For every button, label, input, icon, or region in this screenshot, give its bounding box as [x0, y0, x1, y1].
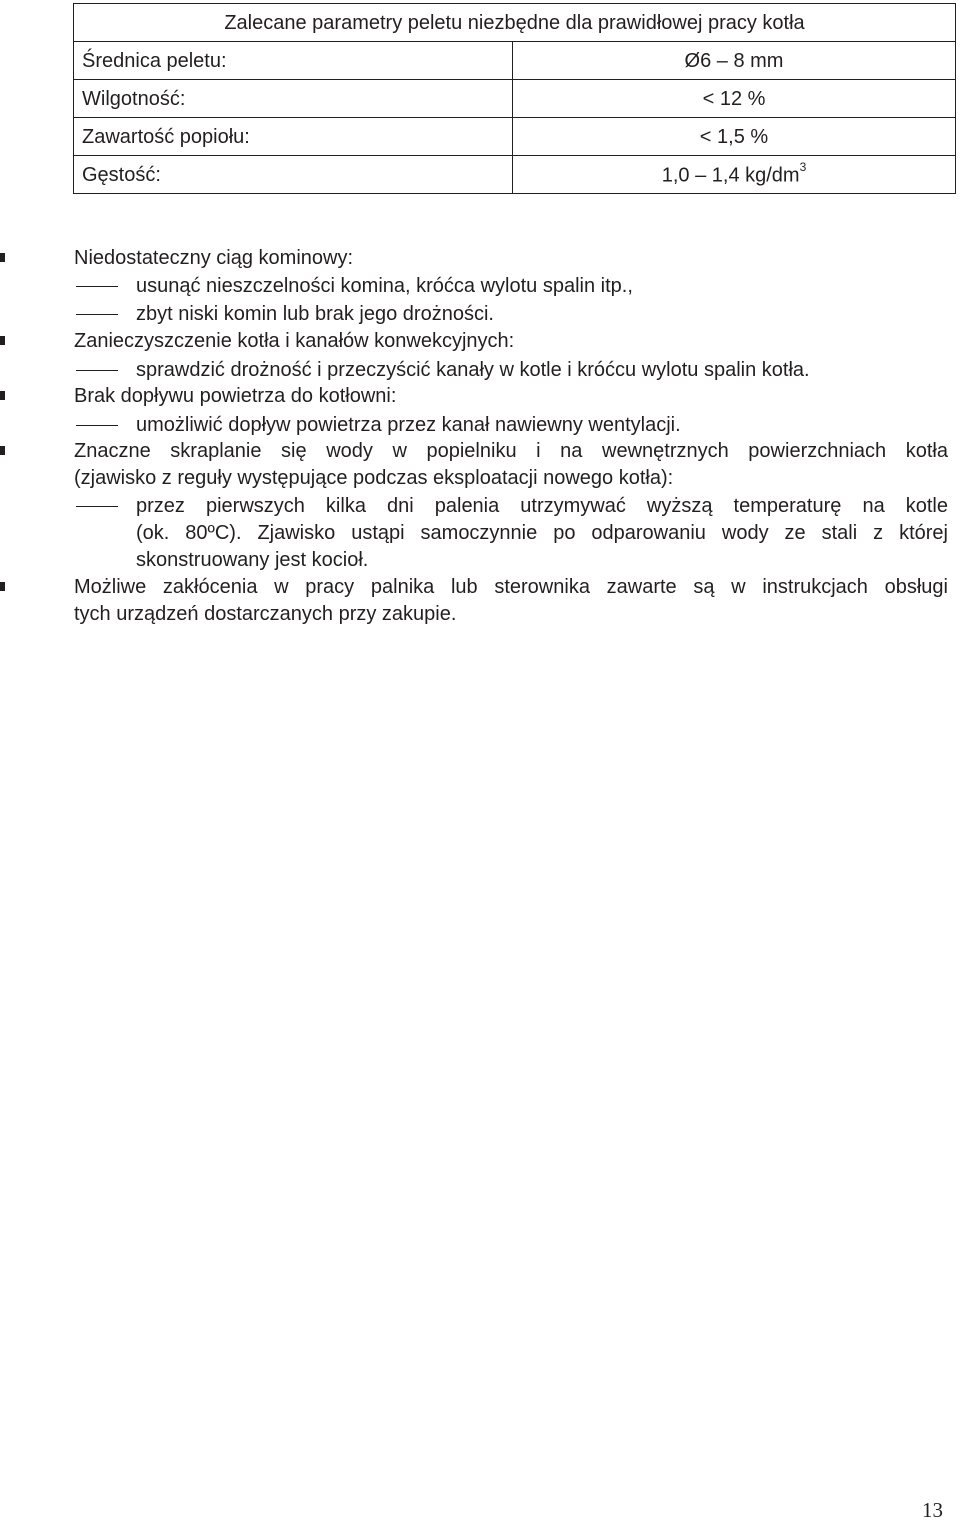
- remedy-text: zbyt niski komin lub brak jego drożności.: [136, 303, 494, 325]
- issue-condensation-text-line-2: (zjawisko z reguły występujące podczas eksploatacji nowego kotła):: [74, 467, 674, 489]
- dash-marker-icon: [76, 425, 118, 426]
- density-unit-superscript: 3: [799, 159, 807, 174]
- issue-burner-controller-text-line-1: Możliwe zakłócenia w pracy palnika lub sterownika zawarte są w instrukcjach obsługi: [74, 576, 948, 598]
- param-value-moisture: < 12 %: [513, 80, 956, 118]
- issue-draft-text: Niedostateczny ciąg kominowy:: [74, 247, 354, 269]
- dash-marker-icon: [76, 314, 118, 315]
- dash-marker-icon: [76, 506, 118, 507]
- dash-marker-icon: [76, 370, 118, 371]
- param-label-density: Gęstość:: [74, 156, 513, 194]
- param-label-ash: Zawartość popiołu:: [74, 118, 513, 156]
- bullet-marker-icon: [0, 253, 5, 262]
- param-label-moisture: Wilgotność:: [74, 80, 513, 118]
- remedy-text-line-3: skonstruowany jest kocioł.: [136, 549, 369, 571]
- issue-condensation-text-line-1: Znaczne skraplanie się wody w popielniku i na wewnętrznych powierzchniach kotła: [74, 440, 948, 462]
- param-value-diameter: Ø6 – 8 mm: [513, 42, 956, 80]
- issue-burner-controller-text-line-2: tych urządzeń dostarczanych przy zakupie.: [74, 603, 457, 625]
- dash-marker-icon: [76, 286, 118, 287]
- remedy-text: umożliwić dopływ powietrza przez kanał nawiewny wentylacji.: [136, 414, 681, 436]
- remedy-text: sprawdzić drożność i przeczyścić kanały w kotle i króćcu wylotu spalin kotła.: [136, 359, 810, 381]
- bullet-marker-icon: [0, 446, 5, 455]
- param-value-ash: < 1,5 %: [513, 118, 956, 156]
- density-value-text: 1,0 – 1,4 kg/dm: [661, 164, 800, 187]
- remedy-text: usunąć nieszczelności komina, króćca wylotu spalin itp.,: [136, 275, 633, 297]
- remedy-text-line-1: przez pierwszych kilka dni palenia utrzymywać wyższą temperaturę na kotle: [136, 495, 948, 517]
- issue-dirty-boiler-text: Zanieczyszczenie kotła i kanałów konwekcyjnych:: [74, 330, 515, 352]
- issue-no-air-supply-text: Brak dopływu powietrza do kotłowni:: [74, 385, 397, 407]
- bullet-marker-icon: [0, 336, 5, 345]
- remedy-text-line-2: (ok. 80ºC). Zjawisko ustąpi samoczynnie po odparowaniu wody ze stali z której: [136, 522, 948, 544]
- page-number: 13: [922, 1498, 943, 1522]
- table-title: Zalecane parametry peletu niezbędne dla prawidłowej pracy kotła: [74, 4, 956, 42]
- bullet-marker-icon: [0, 582, 5, 591]
- bullet-marker-icon: [0, 391, 5, 400]
- param-label-diameter: Średnica peletu:: [74, 42, 513, 80]
